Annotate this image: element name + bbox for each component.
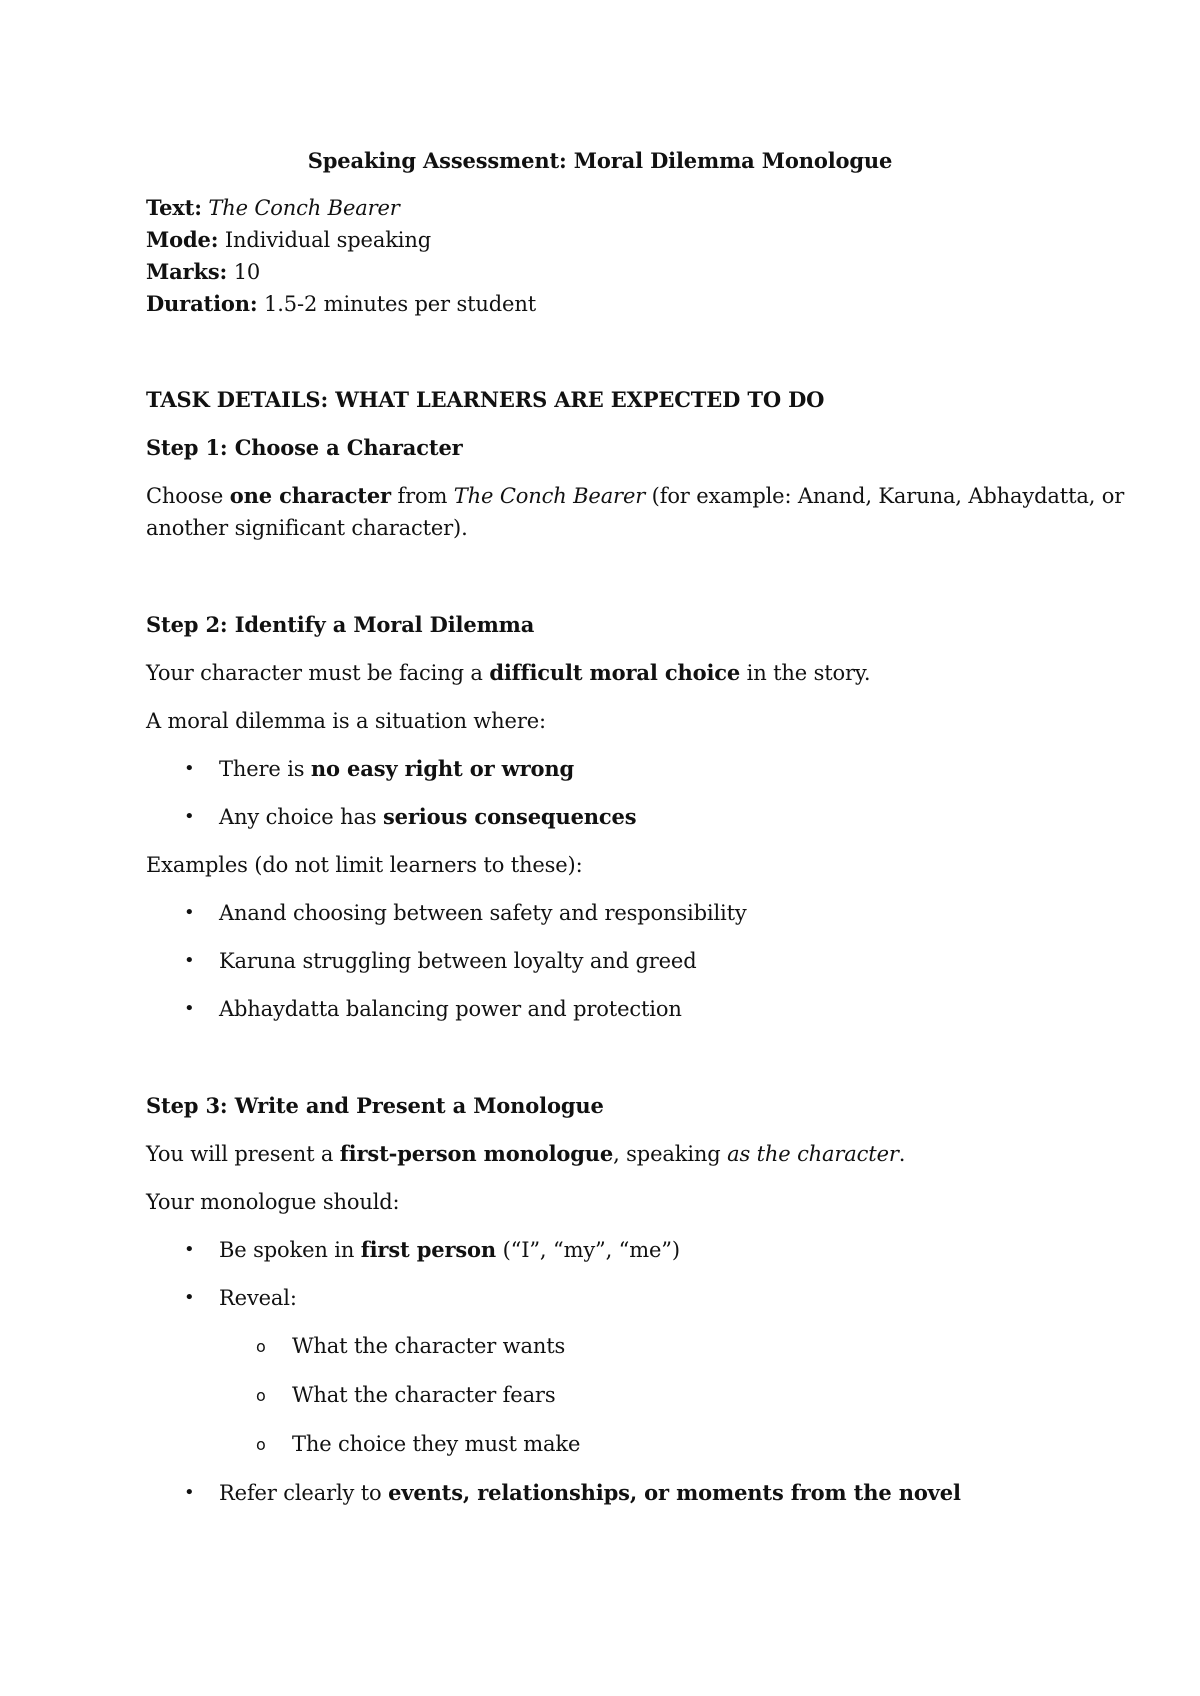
step2-bullet-2-a: Any choice has (219, 805, 383, 829)
step3-bullet-3-b: events, relationships, or moments from the novel (388, 1480, 961, 1505)
step3-heading: Step 3: Write and Present a Monologue (146, 1093, 604, 1118)
step2-example-1: Anand choosing between safety and responsibility (219, 901, 747, 925)
bullet-marker: • (184, 1239, 195, 1260)
step2-paragraph2: A moral dilemma is a situation where: (146, 709, 546, 733)
bullet-marker: • (184, 950, 195, 971)
meta-mode-line (146, 224, 431, 256)
step3-bullet-1-a: Be spoken in (219, 1238, 361, 1262)
meta-duration-label: Duration: (146, 291, 258, 316)
step3-bullet-1-c: (“I”, “my”, “me”) (496, 1238, 680, 1262)
step1-text-b: one character (229, 483, 391, 508)
meta-duration-line (146, 288, 536, 320)
step2-example-2: Karuna struggling between loyalty and greed (219, 949, 697, 973)
step3-bullet-3 (219, 1477, 961, 1509)
step3-text-b: first-person monologue (339, 1141, 614, 1166)
step3-text-e: . (898, 1142, 906, 1166)
step2-heading: Step 2: Identify a Moral Dilemma (146, 612, 535, 637)
step2-text-b: difficult moral choice (489, 660, 741, 685)
meta-mode-value: Individual speaking (224, 228, 432, 252)
meta-marks-label: Marks: (146, 259, 228, 284)
step1-heading: Step 1: Choose a Character (146, 435, 463, 460)
step3-bullet-1-b: first person (360, 1237, 497, 1262)
step3-paragraph1 (146, 1138, 905, 1170)
step3-sub-bullet-3: The choice they must make (292, 1432, 581, 1456)
step2-bullet-2-b: serious consequences (383, 804, 637, 829)
bullet-marker: • (184, 998, 195, 1019)
step2-bullet-1 (219, 753, 574, 785)
meta-text-value: The Conch Bearer (208, 196, 400, 220)
step3-text-a: You will present a (146, 1142, 340, 1166)
bullet-marker: • (184, 758, 195, 779)
meta-duration-value: 1.5-2 minutes per student (264, 292, 536, 316)
step2-bullet-2 (219, 801, 636, 833)
step2-text-a: Your character must be facing a (146, 661, 490, 685)
document-title: Speaking Assessment: Moral Dilemma Monologue (307, 148, 893, 173)
step2-bullet-1-b: no easy right or wrong (310, 756, 574, 781)
step1-text-c: from (390, 484, 454, 508)
bullet-marker: • (184, 1482, 195, 1503)
task-heading: TASK DETAILS: WHAT LEARNERS ARE EXPECTED TO DO (146, 387, 825, 412)
meta-text-label: Text: (146, 195, 202, 220)
step3-paragraph2: Your monologue should: (146, 1190, 400, 1214)
step2-paragraph1 (146, 657, 870, 689)
step2-example-3: Abhaydatta balancing power and protection (219, 997, 682, 1021)
step3-bullet-1 (219, 1234, 680, 1266)
bullet-marker: • (184, 1287, 195, 1308)
step1-text-d: The Conch Bearer (453, 484, 646, 508)
step1-text-a: Choose (146, 484, 230, 508)
step2-examples-intro: Examples (do not limit learners to these): (146, 853, 583, 877)
step1-paragraph-line2: another significant character). (146, 516, 468, 540)
sub-bullet-marker: o (256, 1386, 266, 1405)
step3-text-c: , speaking (613, 1142, 728, 1166)
step3-bullet-2: Reveal: (219, 1286, 297, 1310)
bullet-marker: • (184, 902, 195, 923)
meta-mode-label: Mode: (146, 227, 219, 252)
meta-marks-line (146, 256, 260, 288)
step3-bullet-3-a: Refer clearly to (219, 1481, 389, 1505)
step2-text-c: in the story. (740, 661, 871, 685)
bullet-marker: • (184, 806, 195, 827)
step1-text-e: (for example: Anand, Karuna, Abhaydatta, or (645, 484, 1125, 508)
sub-bullet-marker: o (256, 1337, 266, 1356)
step3-sub-bullet-1: What the character wants (292, 1334, 566, 1358)
step1-paragraph-line1 (146, 480, 1124, 512)
step3-text-d: as the character (727, 1142, 899, 1166)
meta-text-line (146, 192, 400, 224)
meta-marks-value: 10 (233, 260, 261, 284)
sub-bullet-marker: o (256, 1435, 266, 1454)
step3-sub-bullet-2: What the character fears (292, 1383, 556, 1407)
step2-bullet-1-a: There is (219, 757, 311, 781)
